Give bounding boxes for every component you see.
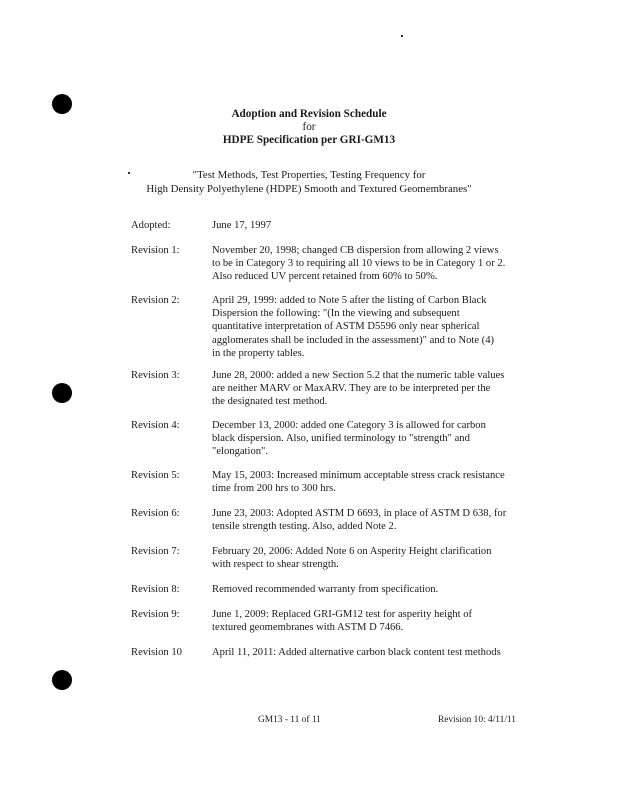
- entry-text: April 11, 2011: Added alternative carbon black content test methods: [212, 647, 501, 658]
- entry-text: June 1, 2009: Replaced GRI-GM12 test for asperity height of textured geomembranes with ASTM D 7466.: [212, 609, 473, 634]
- entry-label: Revision 7:: [131, 546, 180, 557]
- spec-subtitle-line: High Density Polyethylene (HDPE) Smooth and Textured Geomembranes": [146, 183, 472, 195]
- entry-text: April 29, 1999: added to Note 5 after the listing of Carbon Black Dispersion the following: "(In the viewing and subsequent quantitative interpretation of ASTM D5596 only near spherical agglomerates shall be included in the assessment)" and to Note (4) in the property tables.: [212, 295, 495, 359]
- doc-subject: HDPE Specification per GRI-GM13: [222, 134, 396, 146]
- entry-label: Revision 5:: [131, 470, 180, 481]
- doc-title-connector: for: [302, 121, 316, 133]
- entry-text: June 28, 2000: added a new Section 5.2 that the numeric table values are neither MARV or MaxARV. They are to be interpreted per the the designated test method.: [212, 370, 505, 408]
- entry-text: February 20, 2006: Added Note 6 on Asperity Height clarification with respect to shear strength.: [212, 546, 492, 571]
- entry-text: June 17, 1997: [212, 220, 272, 231]
- entry-label: Revision 4:: [131, 420, 180, 431]
- entry-label: Revision 9:: [131, 609, 180, 620]
- binder-hole: [52, 670, 72, 690]
- entry-label: Adopted:: [131, 220, 171, 231]
- entry-text: November 20, 1998; changed CB dispersion from allowing 2 views to be in Category 3 to requiring all 10 views to be in Category 1 or 2. Also reduced UV percent retained from 60% to 50%.: [212, 245, 506, 283]
- entry-text: Removed recommended warranty from specification.: [212, 584, 439, 595]
- entry-label: Revision 8:: [131, 584, 180, 595]
- entry-label: Revision 1:: [131, 245, 180, 256]
- binder-hole: [52, 383, 72, 403]
- entry-label: Revision 10: [131, 647, 182, 658]
- entry-label: Revision 6:: [131, 508, 180, 519]
- spec-subtitle-line: "Test Methods, Test Properties, Testing Frequency for: [192, 169, 426, 181]
- footer-page-number: GM13 - 11 of 11: [258, 715, 321, 725]
- entry-text: December 13, 2000: added one Category 3 is allowed for carbon black dispersion. Also, unified terminology to "strength" and "elongation".: [212, 420, 486, 458]
- scan-speck: [401, 35, 403, 37]
- doc-title: Adoption and Revision Schedule: [231, 108, 387, 120]
- entry-label: Revision 2:: [131, 295, 180, 306]
- footer-revision: Revision 10: 4/11/11: [438, 715, 516, 725]
- entry-label: Revision 3:: [131, 370, 180, 381]
- entry-text: May 15, 2003: Increased minimum acceptable stress crack resistance time from 200 hrs to 300 hrs.: [212, 470, 505, 495]
- entry-text: June 23, 2003: Adopted ASTM D 6693, in place of ASTM D 638, for tensile strength testing. Also, added Note 2.: [212, 508, 507, 533]
